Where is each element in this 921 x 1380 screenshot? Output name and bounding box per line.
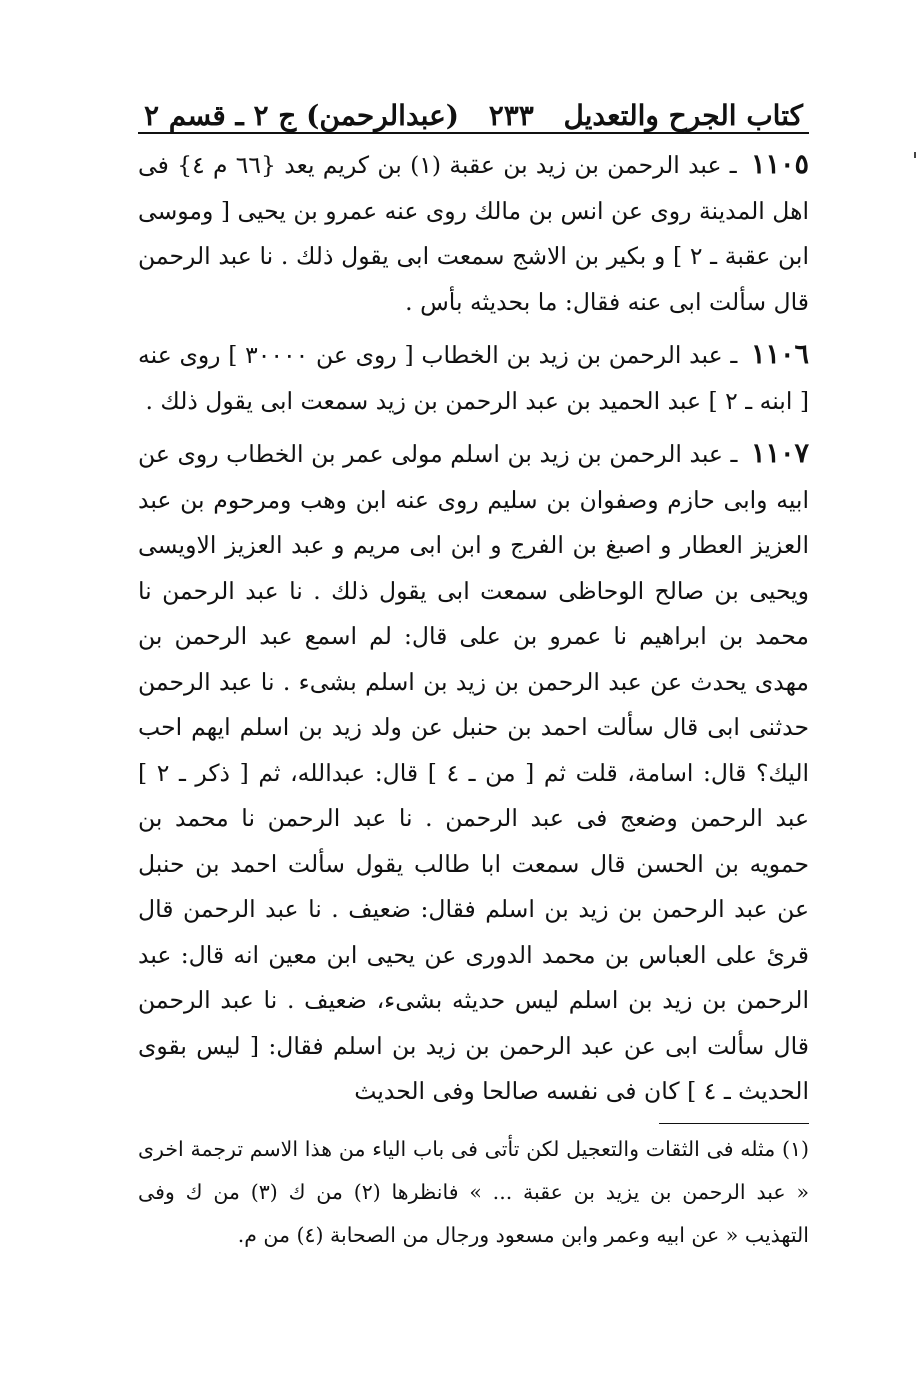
footnote-text: (١) مثله فى الثقات والتعجيل لكن تأتى فى باب الياء من هذا الاسم ترجمة اخرى « عبد الرحمن بن يزيد بن عقبة ... » فانظرها (٢) من ك (٣) من ك وفى التهذيب « عن ابيه وعمر وابن مسعود ورجال من الصحابة (٤) من م. (138, 1136, 809, 1247)
entries-list (138, 134, 809, 1115)
footnotes (138, 1124, 809, 1257)
entry-text: ـ عبد الرحمن بن زيد بن الخطاب [ روى عن ٣٠٠٠٠ ] روى عنه [ ابنه ـ ٢ ] عبد الحميد بن عبد الرحمن بن زيد سمعت ابى يقول ذلك . (138, 341, 809, 415)
entry-text: ـ عبد الرحمن بن زيد بن اسلم مولى عمر بن الخطاب روى عن ابيه وابى حازم وصفوان بن سليم روى عنه ابن وهب ومرحوم بن عبد العزيز العطار و اصبغ بن الفرج و ابن ابى مريم و عبد العزيز الاويسى ويحيى بن صالح الوحاظى سمعت ابى يقول ذلك . نا عبد الرحمن نا محمد بن ابراهيم نا عمرو بن على قال: لم اسمع عبد الرحمن بن مهدى يحدث عن عبد الرحمن بن زيد بن اسلم بشىء . نا عبد الرحمن حدثنى ابى قال سألت احمد بن حنبل عن ولد زيد بن اسلم ايهم احب اليك؟ قال: اسامة، قلت ثم [ من ـ ٤ ] قال: عبدالله، ثم [ ذكر ـ ٢ ] عبد الرحمن وضعج فى عبد الرحمن . نا عبد الرحمن نا محمد بن حمويه بن الحسن قال سمعت ابا طالب يقول سألت احمد بن حنبل عن عبد الرحمن بن زيد بن اسلم فقال: ضعيف . نا عبد الرحمن قال قرئ على العباس بن محمد الدورى عن يحيى ابن معين انه قال: عبد الرحمن بن زيد بن اسلم ليس حديثه بشىء، ضعيف . نا عبد الرحمن قال سألت ابى عن عبد الرحمن بن زيد بن اسلم فقال: [ ليس بقوى الحديث ـ ٤ ] كان فى نفسه صالحا وفى الحديث (138, 440, 810, 1105)
entry-number: ١١٠٥ (750, 149, 809, 180)
scan-mark (914, 152, 916, 158)
entry-text: ـ عبد الرحمن بن زيد بن عقبة (١) بن كريم يعد {٦٦ م ٤} فى اهل المدينة روى عن انس بن مالك روى عنه عمرو بن يحيى [ وموسى ابن عقبة ـ ٢ ] و بكير بن الاشج سمعت ابى يقول ذلك . نا عبد الرحمن قال سألت ابى عنه فقال: ما بحديثه بأس . (138, 151, 809, 316)
section-label: (عبدالرحمن) ج ٢ ـ قسم ٢ (144, 99, 460, 132)
entry-1106 (138, 332, 809, 424)
book-title: كتاب الجرح والتعديل (563, 99, 803, 132)
entry-1105 (138, 142, 809, 325)
entry-number: ١١٠٦ (750, 339, 809, 370)
page-number: ٢٣٣ (488, 99, 534, 132)
entry-1107 (138, 431, 809, 1115)
running-header (138, 86, 809, 134)
entry-number: ١١٠٧ (750, 438, 809, 469)
